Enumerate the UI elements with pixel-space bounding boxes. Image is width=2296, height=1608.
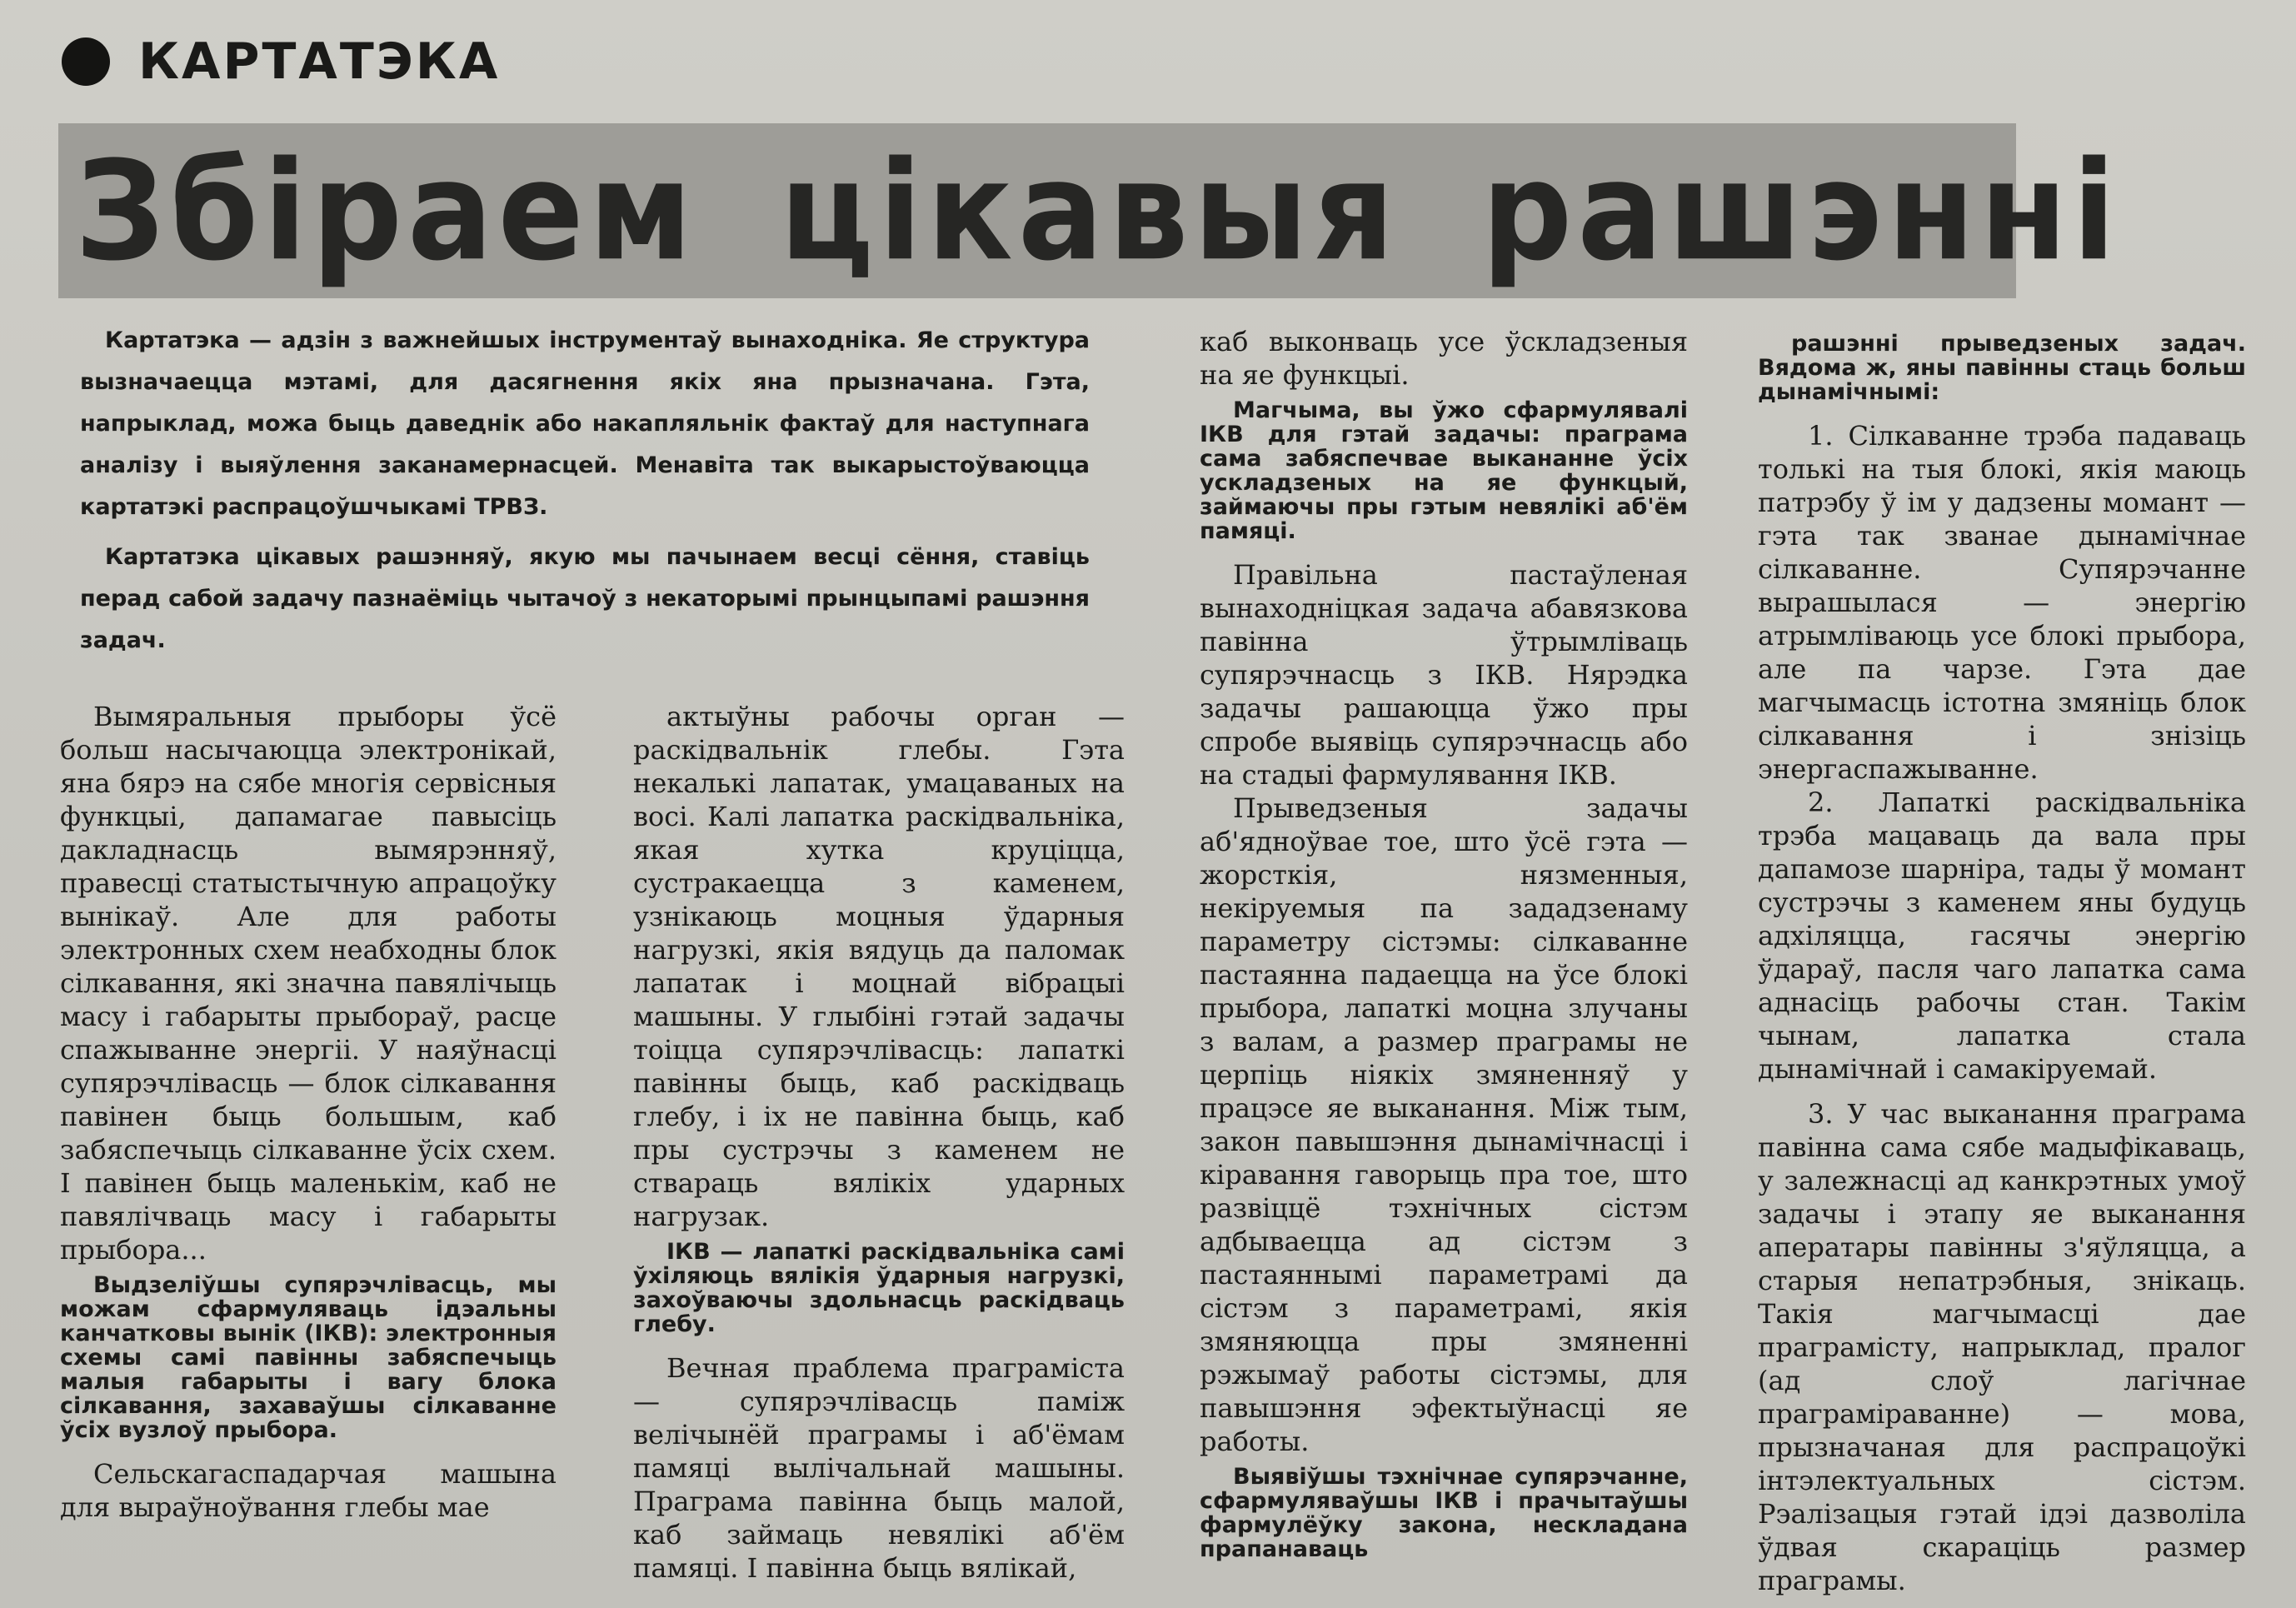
lead-intro	[80, 320, 1090, 670]
numbered-item: 3. У час выканання праграма павінна сама сябе мадыфікаваць, у залежнасці ад канкрэтных умоў задачы і этапу яе выканання аператары павінны з'яўляцца, а старыя непатрэбныя, знікаць. Такія магчымасці дае праграмісту, напрыклад, пралог (ад слоў лагічнае праграміраванне) — мова, прызначаная для распрацоўкі інтэлектуальных сістэм. Рэалізацыя гэтай ідэі дазволіла ўдвая скараціць размер праграмы.	[1758, 1098, 2246, 1596]
highlight-paragraph: Выдзеліўшы супярэчлівасць, мы можам сфармуляваць ідэальны канчатковы вынік (ІКВ): электронныя схемы самі павінны забяспечыць малыя габарыты і вагу блока сілкавання, захаваўшы сілкаванне ўсіх вузлоў прыбора.	[60, 1272, 557, 1443]
column-2	[633, 700, 1125, 1585]
numbered-item: 2. Лапаткі раскідвальніка трэба мацаваць да вала пры дапамозе шарніра, тады ў момант сустрэчы з каменем яны будуць адхіляцца, гасячы энергію ўдараў, пасля чаго лапатка сама аднасіць рабочы стан. Такім чынам, лапатка стала дынамічнай і самакіруемай.	[1758, 787, 2246, 1085]
column-4	[1758, 332, 2246, 1597]
rubric-label: КАРТАТЭКА	[138, 32, 501, 91]
highlight-paragraph: Выявіўшы тэхнічнае супярэчанне, сфармуляваўшы ІКВ і прачытаўшы фармулёўку закона, нескладана прапанаваць	[1200, 1464, 1688, 1562]
column-3	[1200, 325, 1688, 1576]
article-paragraph: Правільна пастаўленая вынаходніцкая задача абавязкова павінна ўтрымліваць супярэчнасць з ІКВ. Нярэдка задачы рашаюцца ўжо пры спробе выявіць супярэчнасць або на стадыі фармулявання ІКВ.	[1200, 559, 1688, 791]
headline: Збіраем цікавыя рашэнні	[75, 131, 2121, 291]
article-paragraph: актыўны рабочы орган — раскідвальнік глебы. Гэта некалькі лапатак, умацаваных на восі. Калі лапатка раскідвальніка, якая хутка круціцца, сустракаецца з каменем, узнікаюць моцныя ўдарныя нагрузкі, якія вядуць да паломак лапатак і моцнай вібрацыі машыны. У глыбіні гэтай задачы тоіцца супярэчлівасць: лапаткі павінны быць, каб раскідваць глебу, і іх не павінна быць, каб пры сустрэчы з каменем не ствараць вялікіх ударных нагрузак.	[633, 701, 1125, 1232]
highlight-paragraph: ІКВ — лапаткі раскідвальніка самі ўхіляюць вялікія ўдарныя нагрузкі, захоўваючы здольнасць раскідваць глебу.	[633, 1239, 1125, 1337]
highlight-paragraph: рашэнні прыведзеных задач. Вядома ж, яны павінны стаць больш дынамічнымі:	[1758, 331, 2246, 405]
lead-paragraph: Картатэка — адзін з важнейшых інструментаў вынаходніка. Яе структура вызначаецца мэтамі, для дасягнення якіх яна прызначана. Гэта, напрыклад, можа быць даведнік або накапляльнік фактаў для наступнага аналізу і выяўлення заканамернасцей. Менавіта так выкарыстоўваюцца картатэкі распрацоўшчыкамі ТРВЗ.	[80, 327, 1090, 520]
bullet-dot-icon	[62, 37, 110, 86]
article-paragraph: Сельскагаспадарчая машына для выраўноўвання глебы мае	[60, 1458, 557, 1523]
highlight-paragraph: Магчыма, вы ўжо сфармулявалі ІКВ для гэтай задачы: праграма сама забяспечвае выкананне ўсіх ускладзеных на яе функцый, займаючы пры гэтым невялікі аб'ём памяці.	[1200, 397, 1688, 544]
numbered-item: 1. Сілкаванне трэба падаваць толькі на тыя блокі, якія маюць патрэбу ў ім у дадзены момант — гэта так званае дынамічнае сілкаванне. Супярэчанне вырашылася — энергію атрымліваюць усе блокі прыбора, але па чарзе. Гэта дае магчымасць істотна змяніць блок сілкавання і знізіць энергаспажыванне.	[1758, 420, 2246, 785]
article-paragraph: Прыведзеныя задачы аб'ядноўвае тое, што ўсё гэта — жорсткія, нязменныя, некіруемыя па зададзенаму параметру сістэмы: сілкаванне пастаянна падаецца на ўсе блокі прыбора, лапаткі моцна злучаны з валам, а размер праграмы не церпіць ніякіх змяненняў у працэсе яе выканання. Між тым, закон павышэння дынамічнасці і кіравання гаворыць пра тое, што развіццё тэхнічных сістэм адбываецца ад сістэм з пастаяннымі параметрамі да сістэм з параметрамі, якія змяняюцца пры змяненні рэжымаў работы сістэмы, для павышэння эфектыўнасці яе работы.	[1200, 792, 1688, 1457]
spacer	[1758, 1086, 2246, 1097]
column-1	[60, 700, 557, 1524]
rubric	[62, 28, 500, 95]
article-paragraph: Вечная праблема праграміста — супярэчлівасць паміж велічынёй праграмы і аб'ёмам памяці вылічальнай машыны. Праграма павінна быць малой, каб займаць невялікі аб'ём памяці. І павінна быць вялікай,	[633, 1352, 1125, 1584]
headline-band	[58, 123, 2121, 298]
article-paragraph: Вымяральныя прыборы ўсё больш насычаюцца электронікай, яна бярэ на сябе многія сервісныя функцыі, дапамагае павысіць дакладнасць вымярэнняў, правесці статыстычную апрацоўку вынікаў. Але для работы электронных схем неабходны блок сілкавання, які значна павялічыць масу і габарыты прыбораў, расце спажыванне энергіі. У наяўнасці супярэчлівасць — блок сілкавання павінен быць большым, каб забяспечыць сілкаванне ўсіх схем. І павінен быць маленькім, каб не павялічваць масу і габарыты прыбора...	[60, 701, 557, 1266]
lead-paragraph: Картатэка цікавых рашэнняў, якую мы пачынаем весці сёння, ставіць перад сабой задачу пазнаёміць чытачоў з некаторымі прынцыпамі рашэння задач.	[80, 544, 1090, 653]
article-paragraph: каб выконваць усе ўскладзеныя на яе функцыі.	[1200, 326, 1688, 391]
